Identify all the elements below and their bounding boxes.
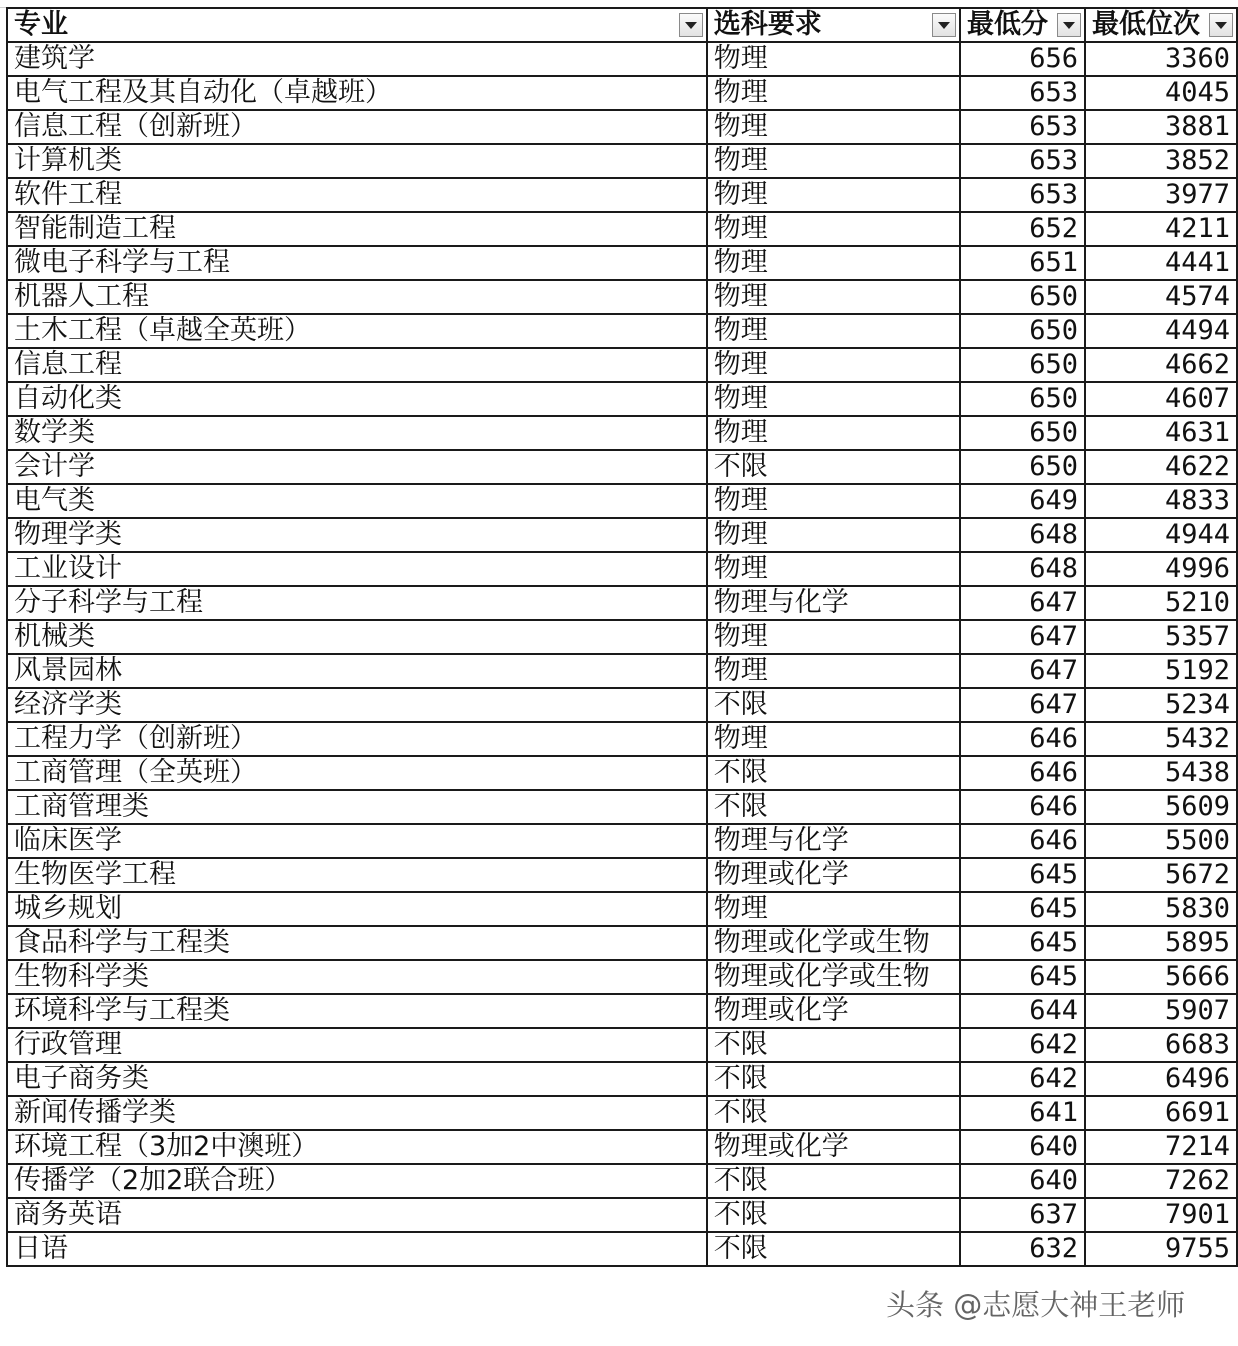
header-major-label: 专业: [14, 9, 68, 40]
cell-subject-req[interactable]: 不限: [707, 790, 960, 824]
cell-major[interactable]: 经济学类: [7, 688, 707, 722]
table-row: [7, 484, 1237, 518]
cell-min-rank[interactable]: 4574: [1085, 280, 1237, 314]
cell-min-score[interactable]: 650: [960, 382, 1085, 416]
cell-min-rank[interactable]: 4607: [1085, 382, 1237, 416]
table-row: [7, 1130, 1237, 1164]
cell-min-score[interactable]: 649: [960, 484, 1085, 518]
cell-min-rank[interactable]: 5609: [1085, 790, 1237, 824]
table-row: [7, 552, 1237, 586]
cell-min-score[interactable]: 645: [960, 960, 1085, 994]
cell-min-score[interactable]: 632: [960, 1232, 1085, 1266]
cell-major[interactable]: 分子科学与工程: [7, 586, 707, 620]
cell-major[interactable]: 工程力学（创新班）: [7, 722, 707, 756]
cell-major[interactable]: 计算机类: [7, 144, 707, 178]
cell-subject-req[interactable]: 物理: [707, 178, 960, 212]
cell-subject-req[interactable]: 物理: [707, 518, 960, 552]
cell-major[interactable]: 环境科学与工程类: [7, 994, 707, 1028]
chevron-down-icon: [685, 22, 697, 29]
table-row: [7, 926, 1237, 960]
table-row: [7, 314, 1237, 348]
cell-min-rank[interactable]: 5666: [1085, 960, 1237, 994]
cell-min-rank[interactable]: 6691: [1085, 1096, 1237, 1130]
table-row: [7, 654, 1237, 688]
cell-min-score[interactable]: 656: [960, 42, 1085, 76]
cell-major[interactable]: 日语: [7, 1232, 707, 1266]
cell-min-score[interactable]: 647: [960, 688, 1085, 722]
header-min-score-label: 最低分: [966, 9, 1048, 40]
header-min-rank: [1085, 8, 1237, 42]
cell-subject-req[interactable]: 不限: [707, 1232, 960, 1266]
table-row: [7, 280, 1237, 314]
cell-subject-req[interactable]: 物理: [707, 654, 960, 688]
cell-major[interactable]: 建筑学: [7, 42, 707, 76]
cell-min-score[interactable]: 646: [960, 790, 1085, 824]
cell-min-rank[interactable]: 4622: [1085, 450, 1237, 484]
cell-major[interactable]: 工商管理（全英班）: [7, 756, 707, 790]
cell-min-rank[interactable]: 6496: [1085, 1062, 1237, 1096]
cell-subject-req[interactable]: 物理: [707, 144, 960, 178]
cell-min-score[interactable]: 646: [960, 756, 1085, 790]
watermark: 头条 @志愿大神王老师: [886, 1288, 1186, 1322]
cell-major[interactable]: 自动化类: [7, 382, 707, 416]
cell-subject-req[interactable]: 物理: [707, 484, 960, 518]
table-row: [7, 1164, 1237, 1198]
cell-subject-req[interactable]: 不限: [707, 1198, 960, 1232]
cell-subject-req[interactable]: 物理或化学: [707, 1130, 960, 1164]
cell-major[interactable]: 物理学类: [7, 518, 707, 552]
cell-min-score[interactable]: 641: [960, 1096, 1085, 1130]
cell-major[interactable]: 信息工程（创新班）: [7, 110, 707, 144]
cell-min-rank[interactable]: 3977: [1085, 178, 1237, 212]
table-row: [7, 858, 1237, 892]
header-major: [7, 8, 707, 42]
cell-min-rank[interactable]: 7901: [1085, 1198, 1237, 1232]
cell-subject-req[interactable]: 物理: [707, 416, 960, 450]
cell-min-rank[interactable]: 5895: [1085, 926, 1237, 960]
cell-min-rank[interactable]: 5500: [1085, 824, 1237, 858]
cell-min-rank[interactable]: 5210: [1085, 586, 1237, 620]
cell-major[interactable]: 土木工程（卓越全英班）: [7, 314, 707, 348]
table-row: [7, 722, 1237, 756]
cell-min-score[interactable]: 646: [960, 824, 1085, 858]
cell-major[interactable]: 软件工程: [7, 178, 707, 212]
chevron-down-icon: [1063, 22, 1075, 29]
cell-major[interactable]: 信息工程: [7, 348, 707, 382]
cell-subject-req[interactable]: 不限: [707, 1062, 960, 1096]
cell-major[interactable]: 食品科学与工程类: [7, 926, 707, 960]
cell-min-score[interactable]: 640: [960, 1164, 1085, 1198]
cell-major[interactable]: 临床医学: [7, 824, 707, 858]
cell-min-score[interactable]: 644: [960, 994, 1085, 1028]
table-body: [7, 42, 1237, 1266]
cell-min-rank[interactable]: 4441: [1085, 246, 1237, 280]
cell-min-score[interactable]: 642: [960, 1028, 1085, 1062]
cell-subject-req[interactable]: 物理: [707, 212, 960, 246]
cell-min-score[interactable]: 648: [960, 518, 1085, 552]
table-row: [7, 994, 1237, 1028]
table-row: [7, 246, 1237, 280]
table-row: [7, 790, 1237, 824]
cell-min-rank[interactable]: 4494: [1085, 314, 1237, 348]
cell-subject-req[interactable]: 物理: [707, 892, 960, 926]
cell-min-score[interactable]: 647: [960, 654, 1085, 688]
cell-subject-req[interactable]: 物理或化学或生物: [707, 926, 960, 960]
cell-min-rank[interactable]: 5432: [1085, 722, 1237, 756]
header-min-score: [960, 8, 1085, 42]
chevron-down-icon: [938, 22, 950, 29]
cell-min-score[interactable]: 646: [960, 722, 1085, 756]
cell-min-rank[interactable]: 5357: [1085, 620, 1237, 654]
cell-min-score[interactable]: 653: [960, 144, 1085, 178]
table-row: [7, 824, 1237, 858]
cell-major[interactable]: 会计学: [7, 450, 707, 484]
table-row: [7, 450, 1237, 484]
cell-min-rank[interactable]: 4631: [1085, 416, 1237, 450]
cell-major[interactable]: 电气工程及其自动化（卓越班）: [7, 76, 707, 110]
cell-min-score[interactable]: 650: [960, 280, 1085, 314]
header-subject-req-label: 选科要求: [713, 9, 822, 40]
cell-major[interactable]: 新闻传播学类: [7, 1096, 707, 1130]
cell-min-score[interactable]: 645: [960, 926, 1085, 960]
cell-subject-req[interactable]: 不限: [707, 688, 960, 722]
cell-subject-req[interactable]: 不限: [707, 450, 960, 484]
cell-subject-req[interactable]: 不限: [707, 1164, 960, 1198]
table-row: [7, 518, 1237, 552]
cell-min-score[interactable]: 651: [960, 246, 1085, 280]
header-min-rank-label: 最低位次: [1091, 9, 1200, 40]
cell-min-rank[interactable]: 5438: [1085, 756, 1237, 790]
cell-min-score[interactable]: 637: [960, 1198, 1085, 1232]
cell-subject-req[interactable]: 不限: [707, 1028, 960, 1062]
cell-min-rank[interactable]: 3360: [1085, 42, 1237, 76]
cell-major[interactable]: 生物医学工程: [7, 858, 707, 892]
table-row: [7, 620, 1237, 654]
cell-subject-req[interactable]: 物理与化学: [707, 824, 960, 858]
table-row: [7, 76, 1237, 110]
cell-min-rank[interactable]: 5830: [1085, 892, 1237, 926]
cell-min-score[interactable]: 653: [960, 178, 1085, 212]
cell-min-rank[interactable]: 7262: [1085, 1164, 1237, 1198]
table-row: [7, 178, 1237, 212]
filter-min-score-button[interactable]: [1057, 13, 1081, 37]
table-row: [7, 110, 1237, 144]
table-row: [7, 1198, 1237, 1232]
header-row: [7, 8, 1237, 42]
cell-major[interactable]: 数学类: [7, 416, 707, 450]
table-row: [7, 688, 1237, 722]
cell-subject-req[interactable]: 物理: [707, 382, 960, 416]
cell-min-rank[interactable]: 5192: [1085, 654, 1237, 688]
cell-min-score[interactable]: 653: [960, 76, 1085, 110]
cell-min-rank[interactable]: 4211: [1085, 212, 1237, 246]
cell-major[interactable]: 微电子科学与工程: [7, 246, 707, 280]
cell-subject-req[interactable]: 物理与化学: [707, 586, 960, 620]
cell-min-rank[interactable]: 5234: [1085, 688, 1237, 722]
cell-min-rank[interactable]: 3881: [1085, 110, 1237, 144]
cell-major[interactable]: 商务英语: [7, 1198, 707, 1232]
cell-min-score[interactable]: 653: [960, 110, 1085, 144]
cell-subject-req[interactable]: 物理或化学: [707, 858, 960, 892]
cell-major[interactable]: 环境工程（3加2中澳班）: [7, 1130, 707, 1164]
table-row: [7, 348, 1237, 382]
cell-min-rank[interactable]: 9755: [1085, 1232, 1237, 1266]
table-row: [7, 960, 1237, 994]
cell-min-score[interactable]: 645: [960, 892, 1085, 926]
cell-major[interactable]: 工商管理类: [7, 790, 707, 824]
cell-min-rank[interactable]: 4045: [1085, 76, 1237, 110]
cell-min-rank[interactable]: 4944: [1085, 518, 1237, 552]
cell-min-score[interactable]: 650: [960, 416, 1085, 450]
cell-min-score[interactable]: 647: [960, 586, 1085, 620]
table-row: [7, 42, 1237, 76]
cell-min-score[interactable]: 650: [960, 450, 1085, 484]
filter-subject-req-button[interactable]: [932, 13, 956, 37]
cell-min-score[interactable]: 645: [960, 858, 1085, 892]
cell-subject-req[interactable]: 物理: [707, 552, 960, 586]
cell-major[interactable]: 生物科学类: [7, 960, 707, 994]
cell-min-rank[interactable]: 3852: [1085, 144, 1237, 178]
cell-major[interactable]: 机械类: [7, 620, 707, 654]
cell-min-score[interactable]: 652: [960, 212, 1085, 246]
table-row: [7, 1062, 1237, 1096]
table-row: [7, 892, 1237, 926]
cell-min-score[interactable]: 650: [960, 314, 1085, 348]
cell-min-score[interactable]: 648: [960, 552, 1085, 586]
cell-major[interactable]: 电子商务类: [7, 1062, 707, 1096]
cell-major[interactable]: 城乡规划: [7, 892, 707, 926]
cell-min-score[interactable]: 647: [960, 620, 1085, 654]
table-row: [7, 144, 1237, 178]
table-row: [7, 1028, 1237, 1062]
table-row: [7, 1096, 1237, 1130]
cell-min-rank[interactable]: 5672: [1085, 858, 1237, 892]
cell-min-rank[interactable]: 4996: [1085, 552, 1237, 586]
cell-min-score[interactable]: 650: [960, 348, 1085, 382]
table-row: [7, 756, 1237, 790]
cell-subject-req[interactable]: 不限: [707, 1096, 960, 1130]
admission-score-table: [6, 7, 1238, 1267]
cell-subject-req[interactable]: 物理: [707, 280, 960, 314]
cell-subject-req[interactable]: 物理: [707, 348, 960, 382]
cell-subject-req[interactable]: 物理: [707, 110, 960, 144]
cell-subject-req[interactable]: 不限: [707, 756, 960, 790]
table-row: [7, 1232, 1237, 1266]
chevron-down-icon: [1215, 22, 1227, 29]
cell-min-rank[interactable]: 7214: [1085, 1130, 1237, 1164]
cell-major[interactable]: 传播学（2加2联合班）: [7, 1164, 707, 1198]
cell-min-rank[interactable]: 5907: [1085, 994, 1237, 1028]
table-row: [7, 416, 1237, 450]
cell-min-score[interactable]: 640: [960, 1130, 1085, 1164]
cell-subject-req[interactable]: 物理或化学或生物: [707, 960, 960, 994]
cell-min-rank[interactable]: 6683: [1085, 1028, 1237, 1062]
table-row: [7, 212, 1237, 246]
cell-subject-req[interactable]: 物理: [707, 246, 960, 280]
table-row: [7, 382, 1237, 416]
cell-min-rank[interactable]: 4662: [1085, 348, 1237, 382]
filter-min-rank-button[interactable]: [1209, 13, 1233, 37]
cell-major[interactable]: 工业设计: [7, 552, 707, 586]
cell-min-rank[interactable]: 4833: [1085, 484, 1237, 518]
cell-subject-req[interactable]: 物理: [707, 722, 960, 756]
table-row: [7, 586, 1237, 620]
cell-subject-req[interactable]: 物理或化学: [707, 994, 960, 1028]
cell-major[interactable]: 机器人工程: [7, 280, 707, 314]
cell-subject-req[interactable]: 物理: [707, 314, 960, 348]
cell-min-score[interactable]: 642: [960, 1062, 1085, 1096]
cell-major[interactable]: 电气类: [7, 484, 707, 518]
header-subject-req: [707, 8, 960, 42]
filter-major-button[interactable]: [679, 13, 703, 37]
cell-subject-req[interactable]: 物理: [707, 76, 960, 110]
cell-subject-req[interactable]: 物理: [707, 620, 960, 654]
cell-major[interactable]: 风景园林: [7, 654, 707, 688]
cell-major[interactable]: 行政管理: [7, 1028, 707, 1062]
cell-major[interactable]: 智能制造工程: [7, 212, 707, 246]
cell-subject-req[interactable]: 物理: [707, 42, 960, 76]
